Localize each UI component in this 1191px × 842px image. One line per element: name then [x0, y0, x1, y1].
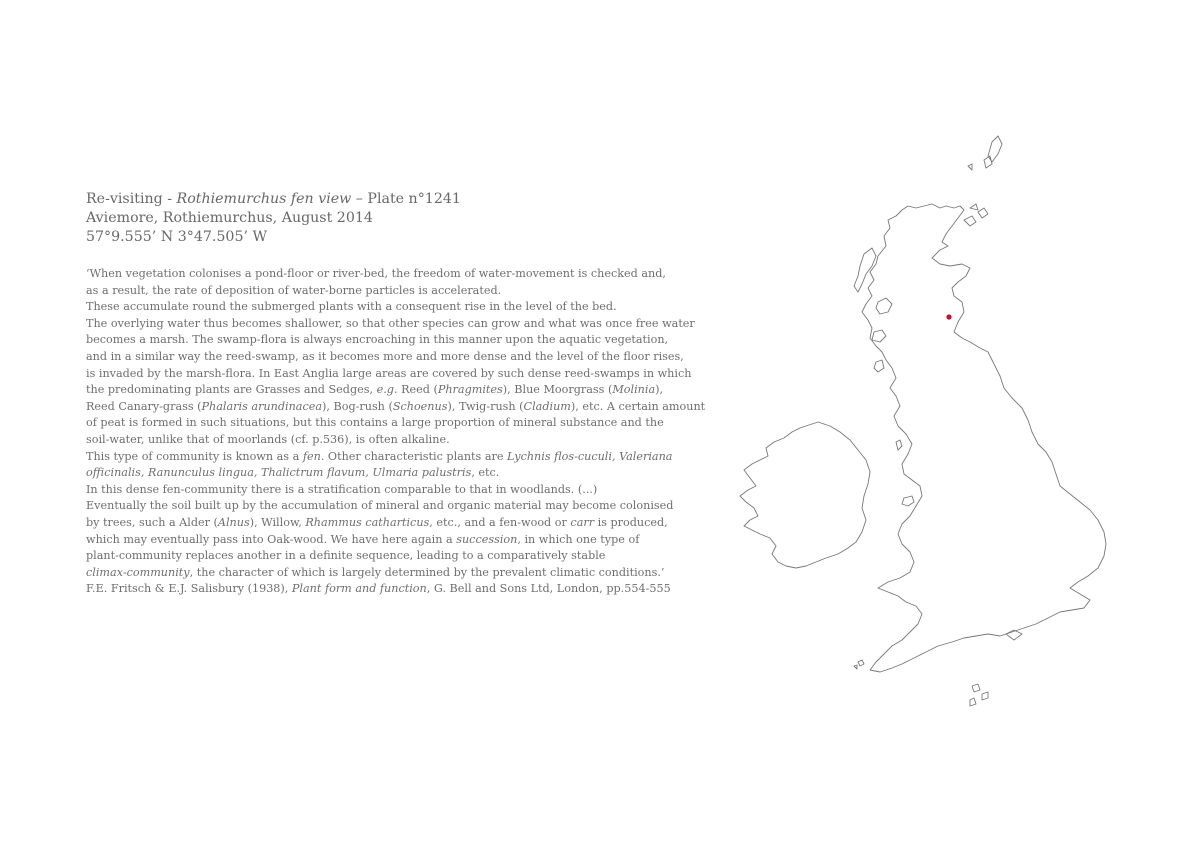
quote-segment: , etc. [471, 466, 500, 480]
coordinates: 57°9.555’ N 3°47.505’ W [86, 229, 268, 245]
quote-line [86, 366, 692, 383]
quote-italic-segment: Cladium [523, 399, 571, 413]
quote-segment: This type of community is known as a [86, 449, 303, 463]
quote-line [86, 266, 686, 283]
quote-segment: These accumulate round the submerged plants with a consequent rise in the level of the bed. [86, 300, 617, 314]
title-suffix: – Plate n°1241 [351, 191, 461, 207]
quote-segment: Reed ( [397, 383, 438, 397]
quote-italic-segment: fen [302, 449, 321, 463]
plate-title [86, 190, 646, 209]
quote-line [86, 449, 686, 466]
quote-line [86, 299, 686, 316]
islay-outline [874, 360, 884, 372]
quote-line [86, 482, 686, 499]
quote-segment: The overlying water thus becomes shallower, so that other species can grow and what was once free water [86, 316, 695, 330]
ireland-outline [740, 422, 870, 568]
quote-segment: ), etc. A certain amount [570, 399, 706, 413]
quote-line [86, 399, 706, 416]
quote-segment: and in a similar way the reed-swamp, as it becomes more and more dense and the level of the floor rises, [86, 349, 684, 363]
great-britain-outline [862, 204, 1106, 672]
quote-segment: becomes a marsh. The swamp-flora is always encroaching in this manner upon the aquatic vegetation, [86, 333, 669, 347]
quote-line [86, 332, 686, 349]
anglesey-outline [902, 496, 914, 506]
british-isles-map [726, 126, 1118, 716]
quote-segment: ), Blue Moorgrass ( [502, 383, 613, 397]
quote-line [86, 465, 686, 482]
quote-segment: by trees, such a Alder ( [86, 515, 218, 529]
quote-segment: soil-water, unlike that of moorlands (cf. p.536), is often alkaline. [86, 432, 450, 446]
location-marker [946, 314, 951, 319]
place-date: Aviemore, Rothiemurchus, August 2014 [86, 210, 373, 226]
quote-segment: ), [655, 383, 664, 397]
title-prefix: Re-visiting - [86, 191, 177, 207]
mull-outline [872, 330, 886, 342]
skye-outline [876, 298, 892, 314]
plate-header [86, 190, 646, 247]
quote-segment: , etc., and a fen-wood or [429, 515, 571, 529]
quote-italic-segment: Rhammus catharticus [305, 515, 430, 529]
quote-italic-segment: Schoenus [392, 399, 448, 413]
quote-italic-segment: climax-community [86, 565, 190, 579]
quote-line [86, 283, 686, 300]
channel-islands-outline [970, 684, 988, 706]
quote-line [86, 515, 686, 532]
quote-line [86, 415, 686, 432]
outer-hebrides-outline [854, 248, 876, 292]
quote-segment: ), Bog-rush ( [322, 399, 393, 413]
isle-of-man-outline [896, 440, 902, 450]
quote-italic-segment: Alnus [217, 515, 250, 529]
orkney-outline [964, 204, 988, 226]
quote-segment: F.E. Fritsch & E.J. Salisbury (1938), [86, 582, 292, 596]
quote-line [86, 382, 686, 399]
quote-line [86, 548, 686, 565]
quote-line [86, 498, 686, 515]
quote-segment: as a result, the rate of deposition of water-borne particles is accelerated. [86, 283, 502, 297]
quote-segment: is produced, [594, 515, 668, 529]
quote-segment: , in which one type of [517, 532, 640, 546]
quote-line [86, 565, 686, 582]
quote-line [86, 581, 686, 598]
quote-line [86, 349, 686, 366]
quote-segment: ), Twig-rush ( [447, 399, 524, 413]
quote-segment: which may eventually pass into Oak-wood. We have here again a [86, 532, 457, 546]
quote-line [86, 532, 686, 549]
title-italic: Rothiemurchus fen view [176, 191, 352, 207]
quote-italic-segment: Phalaris arundinacea [201, 399, 323, 413]
quote-italic-segment: Molinia [612, 383, 656, 397]
quote-segment: ‘When vegetation colonises a pond-floor or river-bed, the freedom of water-movement is checked and, [86, 267, 666, 280]
quote-italic-segment: Lychnis flos-cuculi, Valeriana [507, 449, 673, 463]
quote-segment: In this dense fen-community there is a stratification comparable to that in woodlands. (...) [86, 482, 598, 496]
quote-italic-segment: succession [456, 532, 518, 546]
quote-segment: , the character of which is largely determined by the prevalent climatic conditions.’ [189, 565, 665, 579]
quote-italic-segment: carr [570, 515, 595, 529]
quote-segment: . Other characteristic plants are [320, 449, 508, 463]
quote-line [86, 316, 695, 333]
quote-segment: Eventually the soil built up by the accumulation of mineral and organic material may become colonised [86, 499, 674, 513]
quote-text [86, 266, 706, 598]
scilly-isles-outline [854, 660, 864, 669]
quote-italic-segment: officinalis, Ranunculus lingua, Thalictrum flavum, Ulmaria palustris [86, 466, 472, 480]
quote-italic-segment: e.g. [376, 383, 398, 397]
map-outline-svg [726, 126, 1118, 716]
quote-segment: of peat is formed in such situations, but this contains a large proportion of mineral substance and the [86, 416, 664, 430]
quote-segment: is invaded by the marsh-flora. In East Anglia large areas are covered by such dense reed-swamps in which [86, 366, 692, 380]
shetland-outline [968, 136, 1002, 170]
quote-italic-segment: Phragmites [437, 383, 503, 397]
quote-segment: plant-community replaces another in a definite sequence, leading to a comparatively stable [86, 549, 606, 563]
quote-line [86, 432, 686, 449]
quote-italic-segment: Plant form and function [291, 582, 427, 596]
quote-segment: Reed Canary-grass ( [86, 399, 202, 413]
quote-segment: ), Willow, [249, 515, 306, 529]
quote-segment: , G. Bell and Sons Ltd, London, pp.554-555 [426, 582, 671, 596]
quote-segment: the predominating plants are Grasses and Sedges, [86, 383, 377, 397]
